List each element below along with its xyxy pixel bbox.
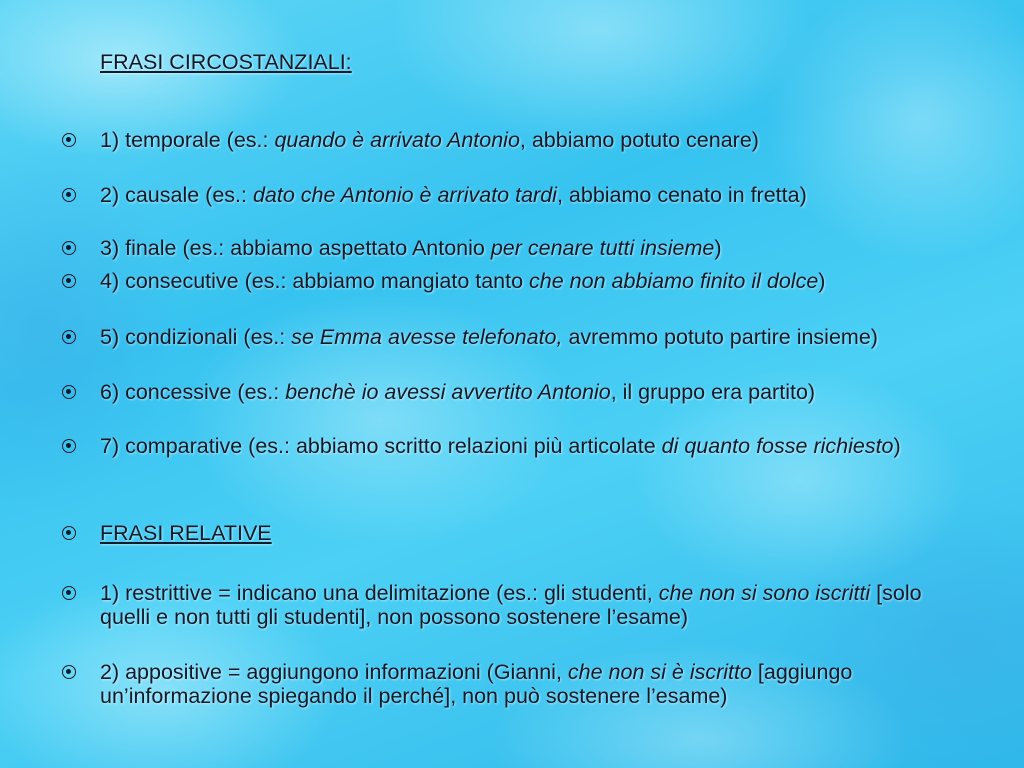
bullet-icon — [62, 274, 76, 288]
heading-frasi-circostanziali: FRASI CIRCOSTANZIALI: — [100, 50, 352, 74]
bullet-icon — [62, 385, 76, 399]
list-item-text: 4) consecutive (es.: abbiamo mangiato tanto che non abbiamo finito il dolce) — [100, 269, 826, 293]
bullet-icon — [62, 586, 76, 600]
list-item-text: 6) concessive (es.: benchè io avessi avvertito Antonio, il gruppo era partito) — [100, 380, 816, 404]
list-item-text: 2) appositive = aggiungono informazioni (Gianni, che non si è iscritto [aggiungo un’informazione spiegando il perché], non può sostenere l’esame) — [100, 660, 853, 708]
heading-frasi-relative: FRASI RELATIVE — [100, 521, 272, 545]
bullet-icon — [62, 665, 76, 679]
list-item-text: 5) condizionali (es.: se Emma avesse telefonato, avremmo potuto partire insieme) — [100, 325, 878, 349]
list-item-text: 2) causale (es.: dato che Antonio è arrivato tardi, abbiamo cenato in fretta) — [100, 183, 807, 207]
bullet-icon — [62, 526, 76, 540]
bullet-icon — [62, 330, 76, 344]
bullet-icon — [62, 133, 76, 147]
list-item-text: 1) temporale (es.: quando è arrivato Antonio, abbiamo potuto cenare) — [100, 128, 759, 152]
list-item-text: 1) restrittive = indicano una delimitazione (es.: gli studenti, che non si sono iscritti [solo quelli e non tutti gli studenti], non possono sostenere l’esame) — [100, 581, 922, 629]
bullet-icon — [62, 241, 76, 255]
bullet-icon — [62, 188, 76, 202]
bullet-icon — [62, 439, 76, 453]
list-item-text: 3) finale (es.: abbiamo aspettato Antonio per cenare tutti insieme) — [100, 236, 722, 260]
list-item-text: 7) comparative (es.: abbiamo scritto relazioni più articolate di quanto fosse richiesto) — [100, 434, 901, 458]
